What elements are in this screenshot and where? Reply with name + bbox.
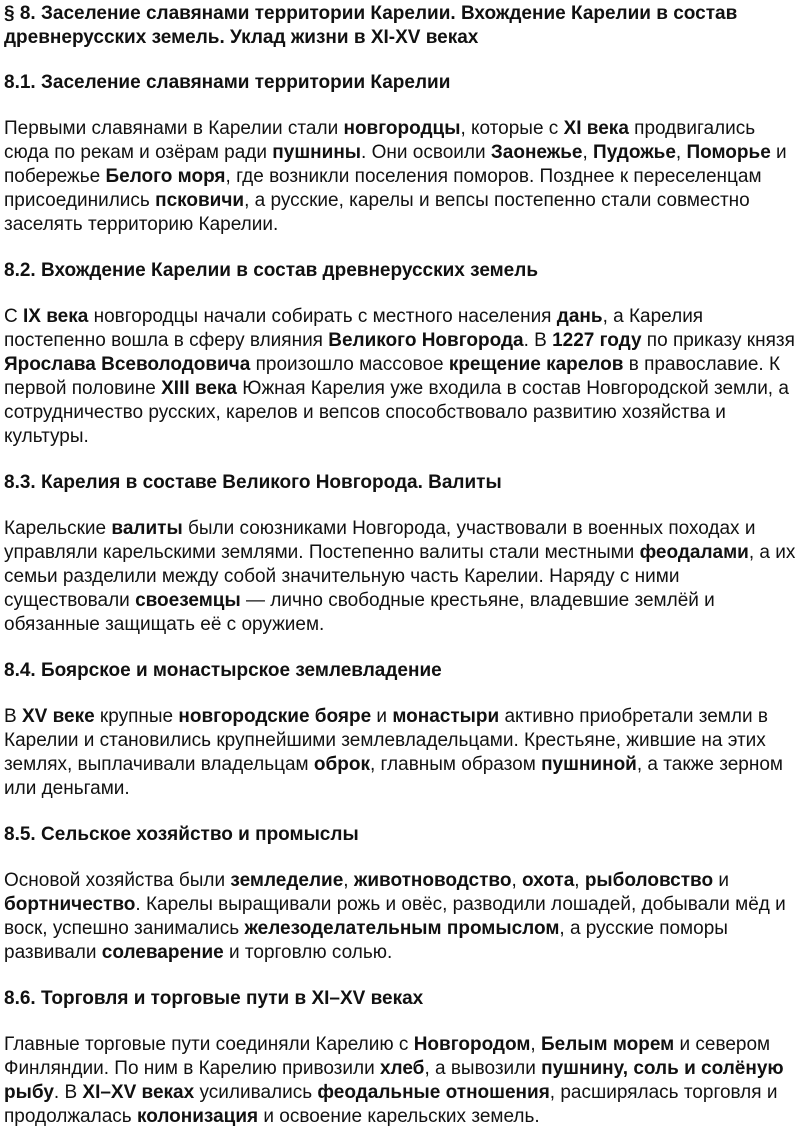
bold-term: оброк <box>313 754 370 775</box>
text-run: , <box>582 142 594 163</box>
bold-term: Ярослава Всеволодовича <box>4 354 251 375</box>
section-heading: 8.5. Сельское хозяйство и промыслы <box>4 824 359 845</box>
text-run: в православие. К первой половине <box>4 354 781 399</box>
text-run: , а русские, карелы и вепсы постепенно стали совместно заселять территорию Карелии. <box>4 190 750 235</box>
section-paragraph <box>4 705 796 801</box>
bold-term: Белым морем <box>540 1034 675 1055</box>
page-title: § 8. Заселение славянами территории Карелии. Вхождение Карелии в состав древнерусских земель. Уклад жизни в XI-XV веках <box>4 3 738 48</box>
text-run: , <box>343 870 354 891</box>
text-run: . Карелы выращивали рожь и овёс, разводили лошадей, добывали мёд и воск, успешно занимались <box>4 894 786 939</box>
text-run: , а русские поморы развивали <box>4 918 728 963</box>
text-run: усиливались <box>194 1082 318 1103</box>
text-run: новгородцы начали собирать с местного населения <box>88 306 557 327</box>
text-run: Карельские <box>4 518 112 539</box>
text-run: , а вывозили <box>424 1058 542 1079</box>
bold-term: пушниной <box>541 754 637 775</box>
bold-term: Белого моря <box>105 166 226 187</box>
text-run: Главные торговые пути соединяли Карелию с <box>4 1034 414 1055</box>
section-paragraph <box>4 869 796 965</box>
section-paragraph <box>4 117 796 237</box>
text-run: крупные <box>94 706 179 727</box>
section-2 <box>4 259 796 471</box>
section-paragraph <box>4 305 796 449</box>
bold-term: своеземцы <box>135 590 241 611</box>
bold-term: феодальные отношения <box>317 1082 550 1103</box>
text-run: , главным образом <box>369 754 542 775</box>
text-run: . В <box>523 330 553 351</box>
section-heading: 8.6. Торговля и торговые пути в XI–XV веках <box>4 988 424 1009</box>
bold-term: колонизация <box>136 1106 259 1127</box>
text-run: . Они освоили <box>361 142 491 163</box>
spacer <box>4 50 796 71</box>
text-run: С <box>4 306 23 327</box>
section-4 <box>4 659 796 823</box>
bold-term: Пудожье <box>593 142 676 163</box>
text-run: Основой хозяйства были <box>4 870 231 891</box>
text-run: по приказу князя <box>641 330 795 351</box>
text-run: , расширялась торговля и продолжалась <box>4 1082 778 1127</box>
text-run: , <box>574 870 585 891</box>
bold-term: IX века <box>23 306 89 327</box>
text-run: . В <box>53 1082 83 1103</box>
bold-term: земледелие <box>230 870 344 891</box>
text-run: продвигались сюда по рекам и озёрам ради <box>4 118 756 163</box>
bold-term: феодалами <box>639 542 749 563</box>
bold-term: бортничество <box>4 894 136 915</box>
section-heading: 8.1. Заселение славянами территории Карелии <box>4 72 451 93</box>
section-3 <box>4 471 796 659</box>
text-run: , а Карелия постепенно вошла в сферу влияния <box>4 306 704 351</box>
bold-term: животноводство <box>353 870 512 891</box>
document-page <box>0 2 800 1129</box>
bold-term: XIII века <box>161 378 237 399</box>
text-run: и торговлю солью. <box>223 942 393 963</box>
text-run: , <box>530 1034 541 1055</box>
bold-term: монастыри <box>392 706 500 727</box>
section-heading: 8.3. Карелия в составе Великого Новгорода. Валиты <box>4 472 502 493</box>
text-run: Южная Карелия уже входила в состав Новгородской земли, а сотрудничество русских, карелов и вепсов способствовало развитию хозяйства и культуры. <box>4 378 789 447</box>
bold-term: пушнины <box>272 142 362 163</box>
bold-term: Новгородом <box>413 1034 531 1055</box>
text-run: , а их семьи разделили между собой значительную часть Карелии. Наряду с ними существовали <box>4 542 796 611</box>
bold-term: дань <box>556 306 603 327</box>
section-heading: 8.4. Боярское и монастырское землевладение <box>4 660 442 681</box>
bold-term: XI века <box>563 118 629 139</box>
bold-term: Поморье <box>686 142 771 163</box>
bold-term: крещение карелов <box>448 354 624 375</box>
text-run: В <box>4 706 22 727</box>
text-run: , <box>511 870 523 891</box>
text-run: — лично свободные крестьяне, владевшие землёй и обязанные защищать её с оружием. <box>4 590 715 635</box>
text-run: , которые с <box>460 118 564 139</box>
section-heading: 8.2. Вхождение Карелии в состав древнерусских земель <box>4 260 539 281</box>
bold-term: рыболовство <box>584 870 714 891</box>
text-run: Первыми славянами в Карелии стали <box>4 118 344 139</box>
bold-term: XI–XV веках <box>82 1082 195 1103</box>
text-run: и <box>371 706 393 727</box>
bold-term: железоделательным промыслом <box>244 918 560 939</box>
text-run: , <box>675 142 687 163</box>
text-run: произошло массовое <box>250 354 449 375</box>
text-run: были союзниками Новгорода, участвовали в военных походах и управляли карельскими землями. Постепенно валиты стали местными <box>4 518 756 563</box>
bold-term: новгородские бояре <box>178 706 372 727</box>
bold-term: валиты <box>111 518 183 539</box>
text-run: , где возникли поселения поморов. Позднее к переселенцам присоединились <box>4 166 762 211</box>
section-6 <box>4 987 796 1129</box>
bold-term: охота <box>522 870 575 891</box>
section-1 <box>4 71 796 259</box>
text-run: активно приобретали земли в Карелии и становились крупнейшими землевладельцами. Крестьяне, жившие на этих землях, выплачивали владельцам <box>4 706 768 775</box>
text-run: и освоение карельских земель. <box>258 1106 540 1127</box>
bold-term: Великого Новгорода <box>328 330 524 351</box>
bold-term: солеварение <box>101 942 224 963</box>
bold-term: пушнину, соль и солёную рыбу <box>4 1058 784 1103</box>
section-paragraph <box>4 1033 796 1129</box>
text-run: и севером Финляндии. По ним в Карелию привозили <box>4 1034 771 1079</box>
bold-term: псковичи <box>155 190 245 211</box>
text-run: и побережье <box>4 142 787 187</box>
section-paragraph <box>4 517 796 637</box>
bold-term: Заонежье <box>490 142 583 163</box>
text-run: , а также зерном или деньгами. <box>4 754 783 799</box>
section-5 <box>4 823 796 987</box>
bold-term: XV веке <box>21 706 95 727</box>
bold-term: хлеб <box>379 1058 425 1079</box>
text-run: и <box>713 870 729 891</box>
bold-term: новгородцы <box>343 118 461 139</box>
bold-term: 1227 году <box>552 330 642 351</box>
